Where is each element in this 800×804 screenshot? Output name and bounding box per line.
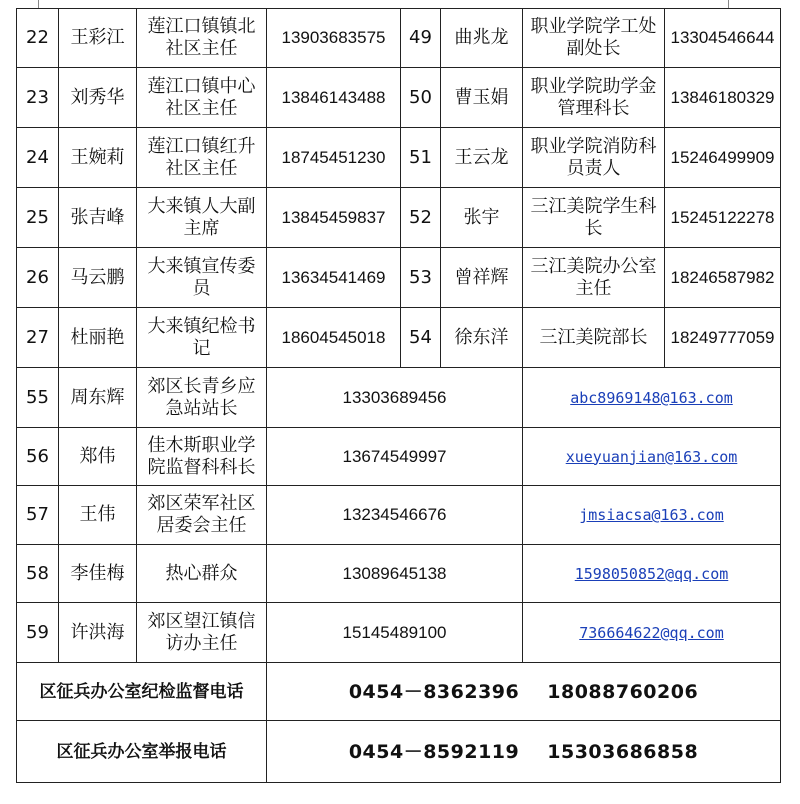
table-row [17, 248, 781, 308]
person-phone: 13634541469 [267, 248, 401, 308]
person-phone: 13846143488 [267, 68, 401, 128]
person-phone: 15145489100 [267, 603, 523, 663]
person-phone: 15245122278 [665, 188, 781, 248]
person-name: 王伟 [59, 486, 137, 545]
table-row [17, 603, 781, 663]
row-number: 58 [17, 545, 59, 603]
person-name: 曹玉娟 [441, 68, 523, 128]
email-link[interactable]: abc8969148@163.com [570, 388, 733, 407]
person-position: 莲江口镇红升社区主任 [137, 128, 267, 188]
contact-table [16, 8, 781, 783]
row-number: 57 [17, 486, 59, 545]
row-number: 27 [17, 308, 59, 368]
email-link[interactable]: jmsiacsa@163.com [579, 506, 724, 524]
person-phone: 13089645138 [267, 545, 523, 603]
table-row [17, 68, 781, 128]
row-number: 53 [401, 248, 441, 308]
email-cell [523, 486, 781, 545]
email-cell [523, 428, 781, 486]
hotline-row [17, 663, 781, 721]
hotline-numbers [267, 663, 781, 721]
person-phone: 18604545018 [267, 308, 401, 368]
page-edge-mark [728, 0, 729, 8]
person-phone: 13903683575 [267, 9, 401, 68]
person-phone: 15246499909 [665, 128, 781, 188]
hotline-label: 区征兵办公室举报电话 [17, 721, 267, 783]
hotline-row [17, 721, 781, 783]
person-position: 热心群众 [137, 545, 267, 603]
person-phone: 18745451230 [267, 128, 401, 188]
table-row [17, 9, 781, 68]
hotline-phone: 18088760206 [547, 680, 699, 703]
hotline-label: 区征兵办公室纪检监督电话 [17, 663, 267, 721]
page-edge-mark [38, 0, 39, 8]
table-row [17, 308, 781, 368]
person-name: 杜丽艳 [59, 308, 137, 368]
person-name: 王婉莉 [59, 128, 137, 188]
person-name: 李佳梅 [59, 545, 137, 603]
person-position: 大来镇宣传委员 [137, 248, 267, 308]
person-position: 郊区长青乡应急站站长 [137, 368, 267, 428]
hotline-numbers [267, 721, 781, 783]
person-phone: 13234546676 [267, 486, 523, 545]
person-position: 职业学院助学金管理科长 [523, 68, 665, 128]
email-cell [523, 545, 781, 603]
row-number: 52 [401, 188, 441, 248]
hotline-phone: 0454－8362396 [348, 680, 520, 703]
row-number: 55 [17, 368, 59, 428]
contact-sheet [16, 8, 780, 783]
person-name: 周东辉 [59, 368, 137, 428]
row-number: 24 [17, 128, 59, 188]
row-number: 49 [401, 9, 441, 68]
person-position: 莲江口镇中心社区主任 [137, 68, 267, 128]
person-phone: 18249777059 [665, 308, 781, 368]
person-position: 三江美院学生科长 [523, 188, 665, 248]
person-phone: 13845459837 [267, 188, 401, 248]
table-row [17, 128, 781, 188]
person-phone: 13303689456 [267, 368, 523, 428]
row-number: 51 [401, 128, 441, 188]
row-number: 54 [401, 308, 441, 368]
person-position: 郊区望江镇信访办主任 [137, 603, 267, 663]
person-name: 张吉峰 [59, 188, 137, 248]
person-position: 佳木斯职业学院监督科科长 [137, 428, 267, 486]
table-row [17, 188, 781, 248]
hotline-phone: 0454－8592119 [348, 740, 520, 763]
row-number: 56 [17, 428, 59, 486]
table-row [17, 486, 781, 545]
person-name: 徐东洋 [441, 308, 523, 368]
person-name: 王云龙 [441, 128, 523, 188]
row-number: 59 [17, 603, 59, 663]
person-position: 大来镇纪检书记 [137, 308, 267, 368]
row-number: 25 [17, 188, 59, 248]
person-position: 郊区荣军社区居委会主任 [137, 486, 267, 545]
row-number: 23 [17, 68, 59, 128]
email-cell [523, 368, 781, 428]
person-name: 张宇 [441, 188, 523, 248]
person-phone: 18246587982 [665, 248, 781, 308]
person-name: 曾祥辉 [441, 248, 523, 308]
table-row [17, 428, 781, 486]
email-cell [523, 603, 781, 663]
person-name: 许洪海 [59, 603, 137, 663]
email-link[interactable]: 1598050852@qq.com [574, 564, 729, 583]
hotline-phone: 15303686858 [547, 740, 699, 763]
person-name: 刘秀华 [59, 68, 137, 128]
person-position: 职业学院学工处副处长 [523, 9, 665, 68]
person-position: 大来镇人大副主席 [137, 188, 267, 248]
table-row [17, 545, 781, 603]
table-row [17, 368, 781, 428]
row-number: 22 [17, 9, 59, 68]
email-link[interactable]: xueyuanjian@163.com [565, 447, 738, 466]
person-name: 王彩江 [59, 9, 137, 68]
person-phone: 13846180329 [665, 68, 781, 128]
person-name: 曲兆龙 [441, 9, 523, 68]
row-number: 26 [17, 248, 59, 308]
row-number: 50 [401, 68, 441, 128]
person-phone: 13304546644 [665, 9, 781, 68]
email-link[interactable]: 736664622@qq.com [579, 623, 724, 642]
person-position: 三江美院办公室主任 [523, 248, 665, 308]
person-position: 三江美院部长 [523, 308, 665, 368]
person-name: 马云鹏 [59, 248, 137, 308]
person-name: 郑伟 [59, 428, 137, 486]
person-phone: 13674549997 [267, 428, 523, 486]
person-position: 职业学院消防科员责人 [523, 128, 665, 188]
person-position: 莲江口镇镇北社区主任 [137, 9, 267, 68]
